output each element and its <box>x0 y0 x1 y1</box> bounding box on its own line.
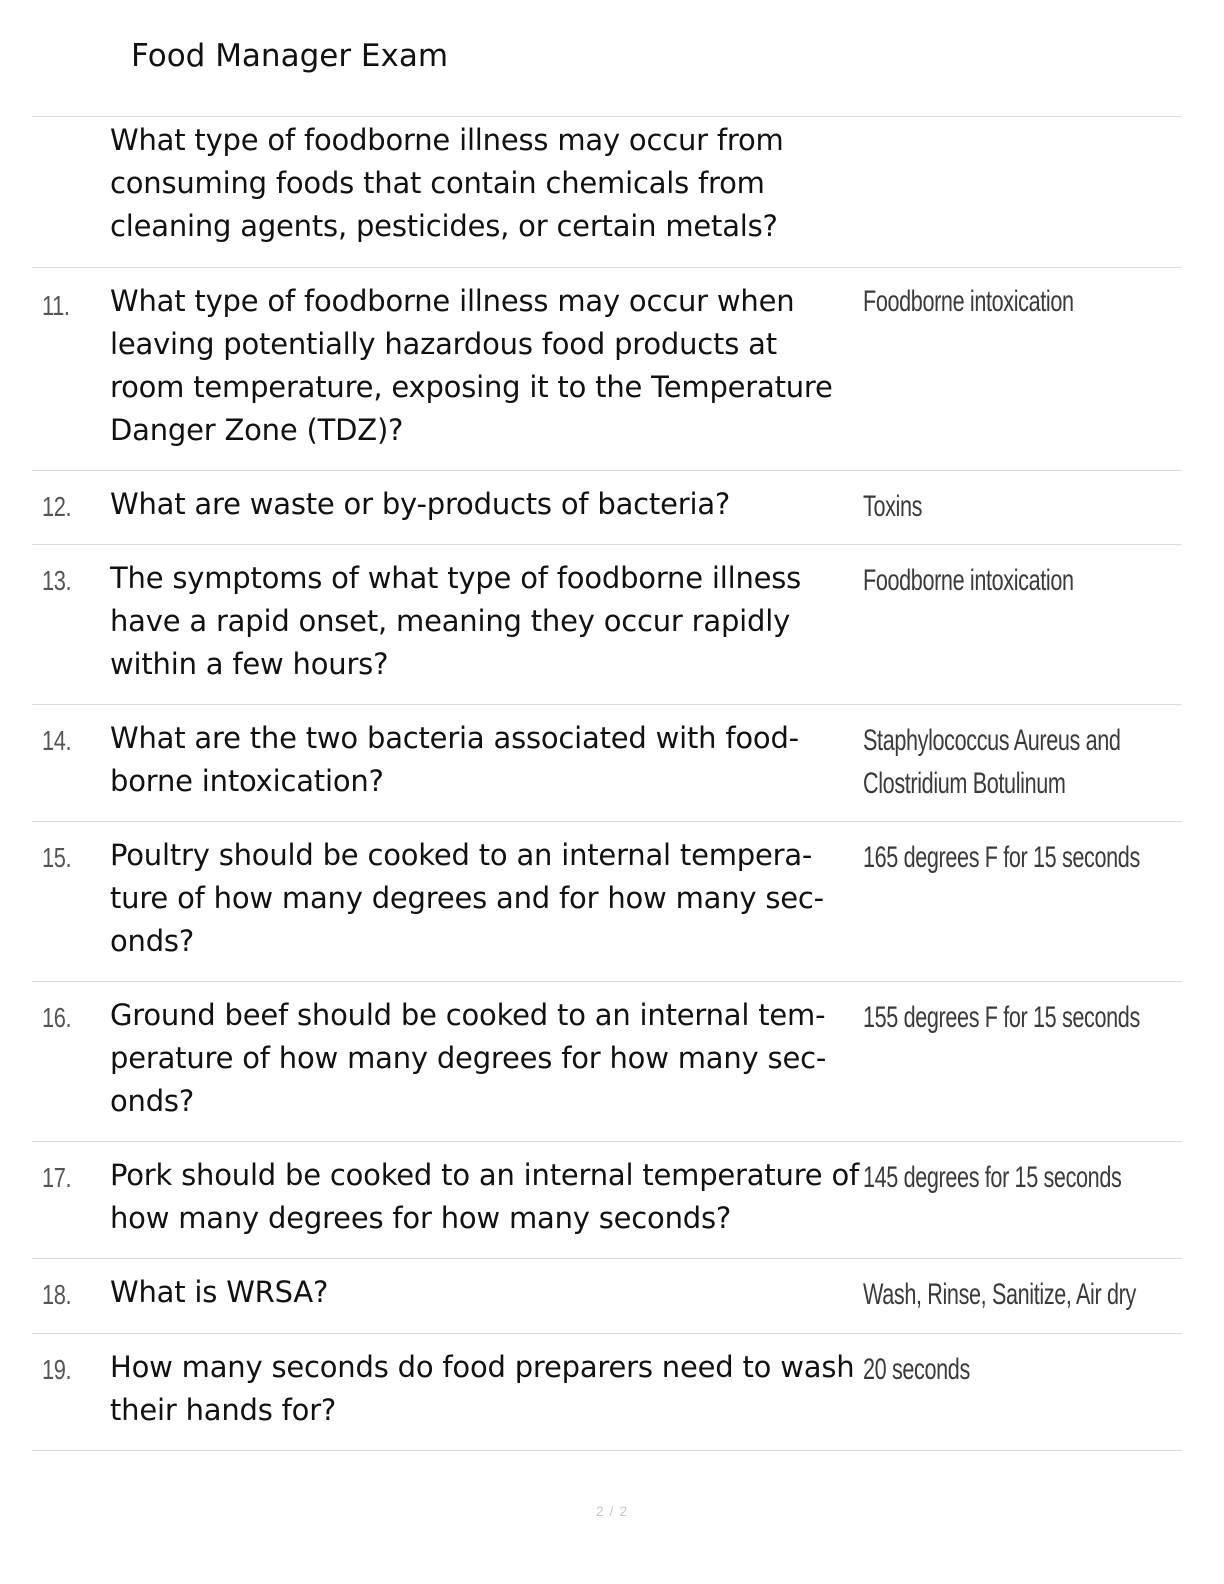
question-text: Pork should be cooked to an internal temperature of how many degrees for how many seconds? <box>110 1158 859 1235</box>
question-number: 19. <box>42 1354 72 1385</box>
qa-row <box>32 471 1182 545</box>
question-number: 17. <box>42 1162 72 1193</box>
answer-text: Foodborne intoxication <box>863 564 1074 597</box>
question-text: Ground beef should be cooked to an internal tem-perature of how many degrees for how many sec-onds? <box>110 998 827 1118</box>
question-number: 14. <box>42 725 72 756</box>
document-title: Food Manager Exam <box>131 38 449 74</box>
question-text: The symptoms of what type of foodborne illness have a rapid onset, meaning they occur rapidly within a few hours? <box>110 561 802 681</box>
answer-text: Toxins <box>863 490 923 523</box>
qa-row <box>32 1259 1182 1334</box>
qa-row <box>32 1334 1182 1451</box>
question-text: What is WRSA? <box>110 1275 329 1309</box>
page-number: 2 / 2 <box>595 1503 629 1519</box>
answer-text: Wash, Rinse, Sanitize, Air dry <box>863 1278 1136 1311</box>
question-number: 12. <box>42 491 72 522</box>
question-text: How many seconds do food preparers need to wash their hands for? <box>110 1350 855 1427</box>
qa-row <box>32 1142 1182 1259</box>
answer-text: 20 seconds <box>863 1353 970 1386</box>
answer-text: Staphylococcus Aureus and Clostridium Botulinum <box>863 724 1121 800</box>
question-text: What type of foodborne illness may occur from consuming foods that contain chemicals from cleaning agents, pesticides, or certain metals? <box>110 123 784 243</box>
answer-text: Foodborne intoxication <box>863 285 1074 318</box>
question-answer-list <box>32 116 1182 1451</box>
question-text: What are waste or by-products of bacteria? <box>110 487 731 521</box>
qa-row <box>32 822 1182 982</box>
qa-row <box>32 982 1182 1142</box>
qa-row <box>32 268 1182 471</box>
answer-text: 145 degrees for 15 seconds <box>863 1161 1122 1194</box>
qa-row <box>32 705 1182 822</box>
answer-text: 165 degrees F for 15 seconds <box>863 841 1140 874</box>
question-text: What are the two bacteria associated with food-borne intoxication? <box>110 721 799 798</box>
question-number: 18. <box>42 1279 72 1310</box>
qa-row <box>32 117 1182 268</box>
question-text: Poultry should be cooked to an internal tempera-ture of how many degrees and for how many sec-onds? <box>110 838 824 958</box>
qa-row <box>32 545 1182 705</box>
question-text: What type of foodborne illness may occur when leaving potentially hazardous food products at room temperature, exposing it to the Temperature Danger Zone (TDZ)? <box>110 284 833 447</box>
question-number: 13. <box>42 565 72 596</box>
question-number: 16. <box>42 1002 72 1033</box>
question-number: 11. <box>42 290 70 321</box>
question-number: 15. <box>42 842 72 873</box>
answer-text: 155 degrees F for 15 seconds <box>863 1001 1140 1034</box>
